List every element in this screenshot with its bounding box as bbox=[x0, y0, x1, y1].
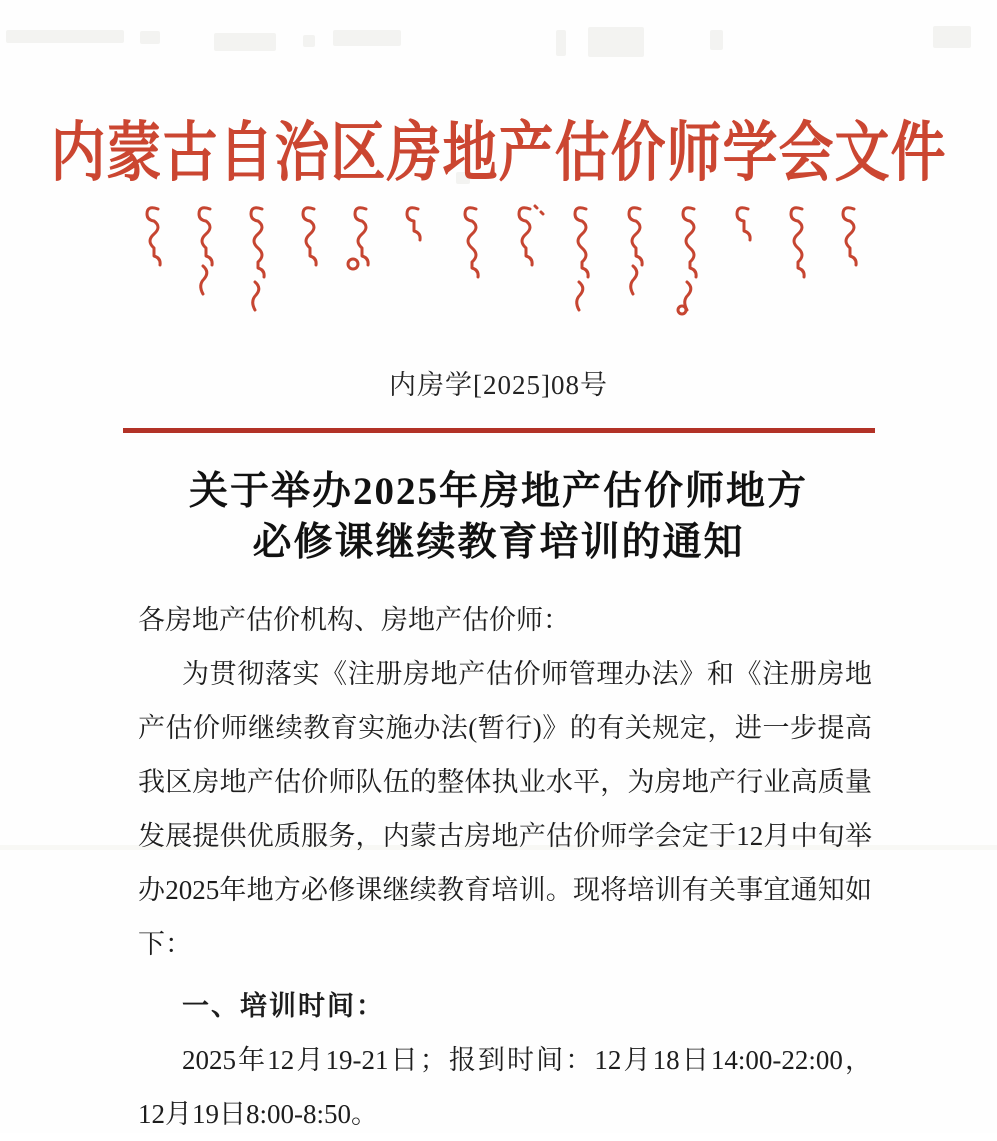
scan-artifact bbox=[933, 26, 971, 48]
subject-title bbox=[0, 466, 997, 568]
scan-artifact bbox=[214, 33, 276, 51]
scan-artifact bbox=[710, 30, 723, 50]
subject-title-line2: 必修课继续教育培训的通知 bbox=[252, 521, 745, 564]
document-body bbox=[138, 593, 872, 1141]
section1-heading: 一、培训时间： bbox=[182, 991, 385, 1021]
salutation: 各房地产估价机构、房地产估价师： bbox=[138, 605, 570, 635]
scan-artifact bbox=[140, 31, 160, 44]
paragraph-line: 12月19日8:00-8:50。 bbox=[138, 1099, 378, 1129]
paragraph-line: 为贯彻落实《注册房地产估价师管理办法》和《注册房地 bbox=[182, 659, 872, 689]
mongolian-script-icon bbox=[129, 198, 869, 316]
scan-artifact bbox=[6, 30, 124, 43]
paragraph-line: 产估价师继续教育实施办法(暂行)》的有关规定，进一步提高 bbox=[138, 713, 872, 743]
scan-artifact bbox=[556, 30, 566, 56]
red-divider-line bbox=[123, 428, 875, 433]
scan-artifact bbox=[333, 30, 401, 46]
paragraph-line: 2025年12月19-21日；报到时间：12月18日14:00-22:00， bbox=[182, 1045, 872, 1075]
paragraph-line: 我区房地产估价师队伍的整体执业水平，为房地产行业高质量 bbox=[138, 767, 872, 797]
org-banner-title: 内蒙古自治区房地产估价师学会文件 bbox=[50, 116, 947, 189]
scan-artifact bbox=[303, 35, 315, 47]
paragraph-line: 办2025年地方必修课继续教育培训。现将培训有关事宜通知如 bbox=[138, 875, 872, 905]
paragraph-line: 下： bbox=[138, 929, 192, 959]
mongolian-script bbox=[129, 198, 869, 316]
scan-artifact bbox=[588, 27, 644, 57]
paragraph-line: 发展提供优质服务，内蒙古房地产估价师学会定于12月中旬举 bbox=[138, 821, 872, 851]
doc-number: 内房学[2025]08号 bbox=[389, 370, 608, 400]
subject-title-line1: 关于举办2025年房地产估价师地方 bbox=[188, 470, 808, 513]
